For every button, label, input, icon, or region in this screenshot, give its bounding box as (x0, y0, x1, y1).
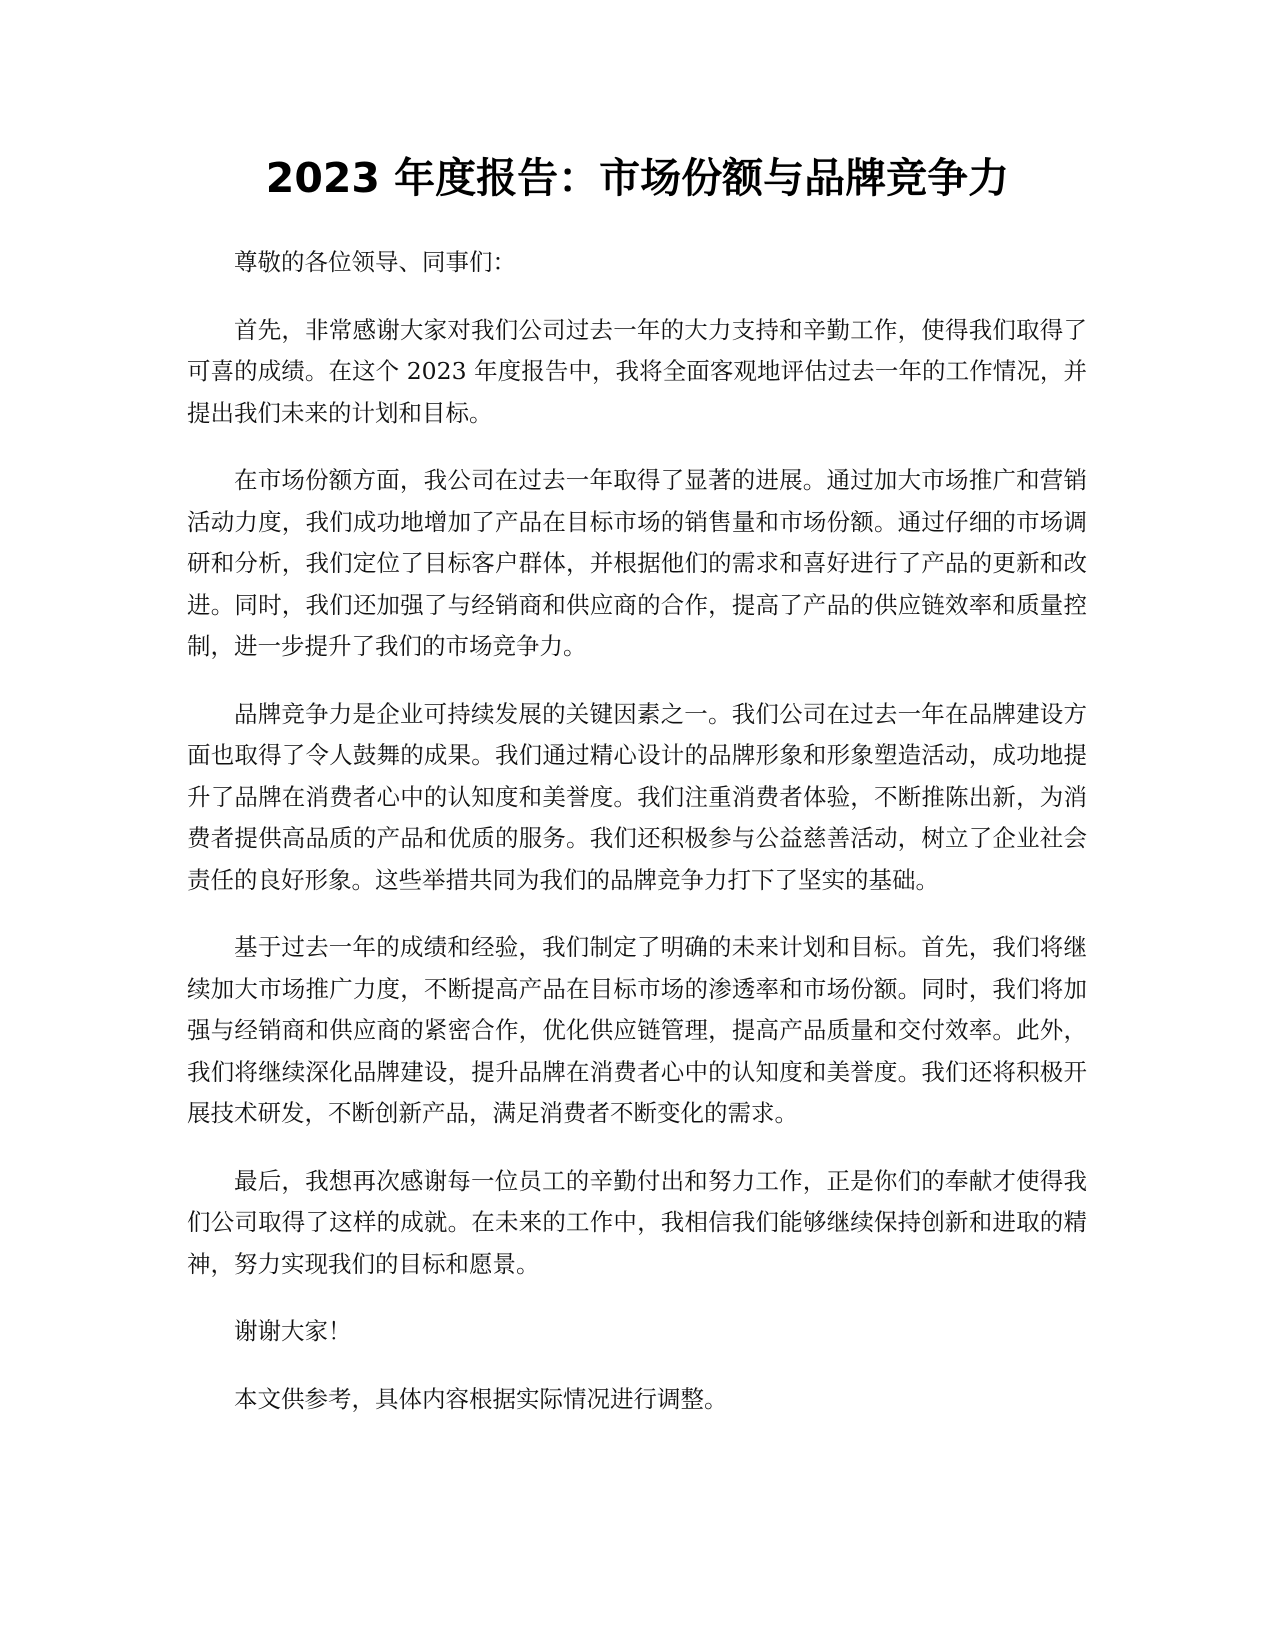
greeting-paragraph: 尊敬的各位领导、同事们： (234, 248, 516, 276)
document-title: 2023 年度报告：市场份额与品牌竞争力 (265, 154, 1010, 202)
note-paragraph: 本文供参考，具体内容根据实际情况进行调整。 (234, 1384, 728, 1413)
thanks-paragraph: 谢谢大家！ (234, 1317, 352, 1345)
closing-paragraph: 最后，我想再次感谢每一位员工的辛勤付出和努力工作，正是你们的奉献才使得我们公司取得了这样的成就。在未来的工作中，我相信我们能够继续保持创新和进取的精神，努力实现我们的目标和愿景。 (187, 1166, 1087, 1278)
market-share-paragraph: 在市场份额方面，我公司在过去一年取得了显著的进展。通过加大市场推广和营销活动力度，我们成功地增加了产品在目标市场的销售量和市场份额。通过仔细的市场调研和分析，我们定位了目标客户群体，并根据他们的需求和喜好进行了产品的更新和改进。同时，我们还加强了与经销商和供应商的合作，提高了产品的供应链效率和质量控制，进一步提升了我们的市场竞争力。 (187, 466, 1087, 660)
brand-competitiveness-paragraph: 品牌竞争力是企业可持续发展的关键因素之一。我们公司在过去一年在品牌建设方面也取得了令人鼓舞的成果。我们通过精心设计的品牌形象和形象塑造活动，成功地提升了品牌在消费者心中的认知度和美誉度。我们注重消费者体验，不断推陈出新，为消费者提供高品质的产品和优质的服务。我们还积极参与公益慈善活动，树立了企业社会责任的良好形象。这些举措共同为我们的品牌竞争力打下了坚实的基础。 (187, 699, 1087, 894)
future-plan-paragraph: 基于过去一年的成绩和经验，我们制定了明确的未来计划和目标。首先，我们将继续加大市场推广力度，不断提高产品在目标市场的渗透率和市场份额。同时，我们将加强与经销商和供应商的紧密合作，优化供应链管理，提高产品质量和交付效率。此外，我们将继续深化品牌建设，提升品牌在消费者心中的认知度和美誉度。我们还将积极开展技术研发，不断创新产品，满足消费者不断变化的需求。 (187, 933, 1087, 1127)
intro-paragraph: 首先，非常感谢大家对我们公司过去一年的大力支持和辛勤工作，使得我们取得了可喜的成绩。在这个 2023 年度报告中，我将全面客观地评估过去一年的工作情况，并提出我们未来的计划和目标。 (187, 315, 1087, 427)
document-body (187, 242, 1087, 1446)
